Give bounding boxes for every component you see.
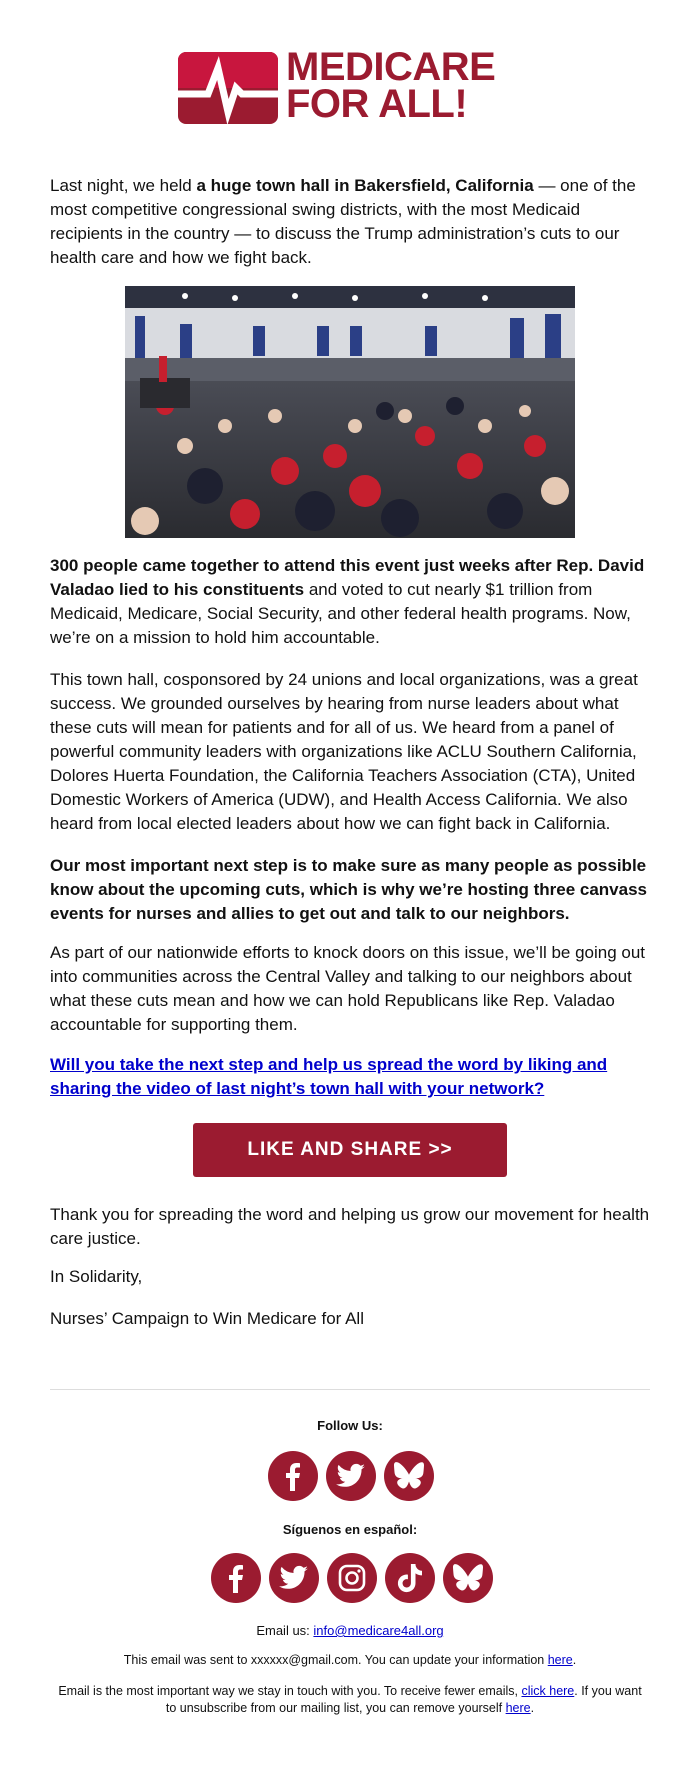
email-us-line [50,1622,650,1639]
sign-off: In Solidarity, [50,1267,143,1286]
attendance-text: and voted to cut nearly $1 trillion from Medicaid, Medicare, Social Security, and other federal health programs. Now, we’re on a mission to hold him accountable. [50,580,631,647]
social-icons-english [268,1451,434,1501]
follow-us-label: Follow Us: [317,1418,383,1433]
brand-logo [178,45,520,126]
bluesky-es-icon[interactable] [443,1553,493,1603]
attendance-paragraph [50,554,650,650]
sent-to-line [50,1652,650,1669]
next-step-paragraph: Our most important next step is to make sure as many people as possible know about the upcoming cuts, which is why we’re hosting three canvass events for nurses and allies to get out and talk to our neighbors. [50,856,648,923]
share-video-link[interactable]: Will you take the next step and help us spread the word by liking and sharing the video of last night’s town hall with your network? [50,1055,608,1098]
like-and-share-button[interactable]: LIKE AND SHARE >> [193,1123,507,1177]
town-hall-photo [125,286,575,538]
logo-line-2: FOR ALL! [286,82,468,126]
twitter-es-icon[interactable] [269,1553,319,1603]
logo-wordmark [286,45,496,126]
email-us-label: Email us: [256,1623,314,1638]
bluesky-icon[interactable] [384,1451,434,1501]
thank-you-paragraph: Thank you for spreading the word and helping us grow our movement for health care justice. [50,1205,650,1248]
instagram-icon[interactable] [327,1553,377,1603]
sent-to-period: . [572,1653,577,1667]
social-icons-spanish [211,1553,493,1603]
unsubscribe-text: . If you want to unsubscribe from our mailing list, you can remove yourself [165,1684,642,1715]
update-info-link[interactable]: here [547,1653,573,1667]
preferences-line [58,1683,642,1717]
fewer-emails-text: Email is the most important way we stay in touch with you. To receive fewer emails, [58,1684,522,1698]
canvass-paragraph: As part of our nationwide efforts to knock doors on this issue, we’ll be going out into communities across the Central Valley and talking to our neighbors about what these cuts mean and how we can hold Republicans like Rep. Valadao accountable for supporting them. [50,943,646,1034]
intro-text-2: — one of the most competitive congressional swing districts, with the most Medicaid recipients in the country — to discuss the Trump administration’s cuts to our health care and how we fight back. [50,176,636,267]
heartbeat-logo-icon [178,52,278,124]
preferences-period: . [530,1701,535,1715]
intro-text-1: Last night, we held [50,176,197,195]
facebook-es-icon[interactable] [211,1553,261,1603]
tiktok-icon[interactable] [385,1553,435,1603]
town-hall-paragraph: This town hall, cosponsored by 24 unions and local organizations, was a great success. We grounded ourselves by hearing from nurse leaders about what these cuts will mean for patients and for all of us. We heard from a panel of powerful community leaders with organizations like ACLU Southern California, Dolores Huerta Foundation, the California Teachers Association (CTA), United Domestic Workers of America (UDW), and Health Access California. We also heard from local elected leaders about how we can fight back in California. [50,670,638,833]
logo-line-1: MEDICARE [286,45,496,89]
facebook-icon[interactable] [268,1451,318,1501]
twitter-icon[interactable] [326,1451,376,1501]
intro-bold: a huge town hall in Bakersfield, California [196,176,534,195]
intro-paragraph [50,174,650,270]
footer-divider [50,1389,650,1390]
signature: Nurses’ Campaign to Win Medicare for All [50,1309,364,1328]
email-link[interactable]: info@medicare4all.org [313,1623,444,1638]
cta-paragraph [50,1053,650,1101]
sent-to-text: This email was sent to xxxxxx@gmail.com. You can update your information [123,1653,548,1667]
follow-us-spanish-label: Síguenos en español: [282,1522,418,1537]
attendance-bold: 300 people came together to attend this event just weeks after Rep. David Valadao lied to his constituents [50,556,645,599]
unsubscribe-link[interactable]: here [505,1701,531,1715]
fewer-emails-link[interactable]: click here [521,1684,575,1698]
